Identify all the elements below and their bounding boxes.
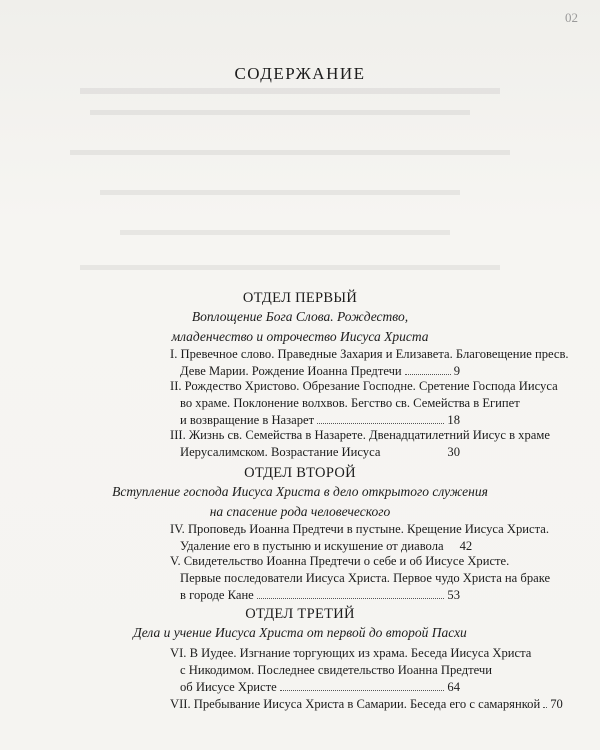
section-heading-1: ОТДЕЛ ПЕРВЫЙ [242,290,358,306]
toc-entry-line: и возвращение в Назарет [180,413,315,427]
toc-entry-line: VI. В Иудее. Изгнание торгующих из храма. Беседа Иисуса Христа [170,646,532,660]
section-subtitle-line: Воплощение Бога Слова. Рождество, [191,309,409,324]
section-subtitle-line: Вступление господа Иисуса Христа в дело открытого служения [112,484,488,499]
toc-entry-6 [170,645,532,696]
section-subtitle-1 [0,307,600,347]
toc-entry-7 [170,696,563,713]
toc-entry-line: I. Превечное слово. Праведные Захария и Елизавета. Благовещение пресв. [170,347,569,361]
toc-entry-line: Деве Марии. Рождение Иоанна Предтечи [180,364,402,378]
toc-entry-last-line [170,444,460,461]
toc-entry-line: Иерусалимском. Возрастание Иисуса [180,445,381,459]
leader-dots [383,455,444,456]
toc-entry-line: III. Жизнь св. Семейства в Назарете. Двенадцатилетний Иисус в храме [170,428,550,442]
toc-page-number: 70 [550,697,563,711]
toc-entry-line: в городе Кане [180,588,254,602]
toc-entry-line: об Иисусе Христе [180,680,277,694]
toc-entry-last-line [170,587,460,604]
show-through-text [60,80,540,280]
toc-entry-2 [170,378,558,429]
toc-entry-3 [170,427,550,461]
toc-page-number: 18 [447,413,460,427]
toc-entry-line: VII. Пребывание Иисуса Христа в Самарии. Беседа его с самарянкой [170,697,541,711]
toc-page-number: 9 [453,364,460,378]
toc-entry-1 [170,346,569,380]
leader-dots [280,690,445,691]
toc-entry-line: с Никодимом. Последнее свидетельство Иоанна Предтечи [180,663,492,677]
section-subtitle-line: младенчество и отрочество Иисуса Христа [171,329,429,344]
toc-entry-line: Первые последователи Иисуса Христа. Первое чудо Христа на браке [180,571,551,585]
toc-entry-line: во храме. Поклонение волхвов. Бегство св. Семейства в Египет [180,396,520,410]
toc-entry-line: V. Свидетельство Иоанна Предтечи о себе и об Иисусе Христе. [170,554,510,568]
toc-entry-5 [170,553,551,604]
section-subtitle-line: Дела и учение Иисуса Христа от первой до второй Пасхи [133,625,467,640]
leader-dots [317,423,444,424]
toc-entry-line: Удаление его в пустыню и искушение от диавола [180,539,444,553]
leader-dots [257,598,445,599]
toc-entry-last-line [170,696,563,713]
toc-entry-last-line [170,679,460,696]
leader-dots [405,374,451,375]
leader-dots [447,549,457,550]
section-subtitle-3 [0,623,600,643]
section-heading-3: ОТДЕЛ ТРЕТИЙ [245,606,355,622]
toc-entry-line: IV. Проповедь Иоанна Предтечи в пустыне. Крещение Иисуса Христа. [170,522,549,536]
page-number: 02 [565,10,578,25]
toc-page-number: 53 [447,588,460,602]
toc-entry-line: II. Рождество Христово. Обрезание Господне. Сретение Господа Иисуса [170,379,558,393]
section-subtitle-line: на спасение рода человеческого [209,504,391,519]
toc-page-number: 64 [447,680,460,694]
section-subtitle-2 [0,482,600,522]
toc-entry-4 [170,521,549,555]
toc-page-number: 42 [459,539,473,553]
toc-page-number: 30 [447,445,460,459]
section-heading-2: ОТДЕЛ ВТОРОЙ [244,465,356,481]
page-title: СОДЕРЖАНИЕ [234,64,366,83]
leader-dots [543,707,547,708]
